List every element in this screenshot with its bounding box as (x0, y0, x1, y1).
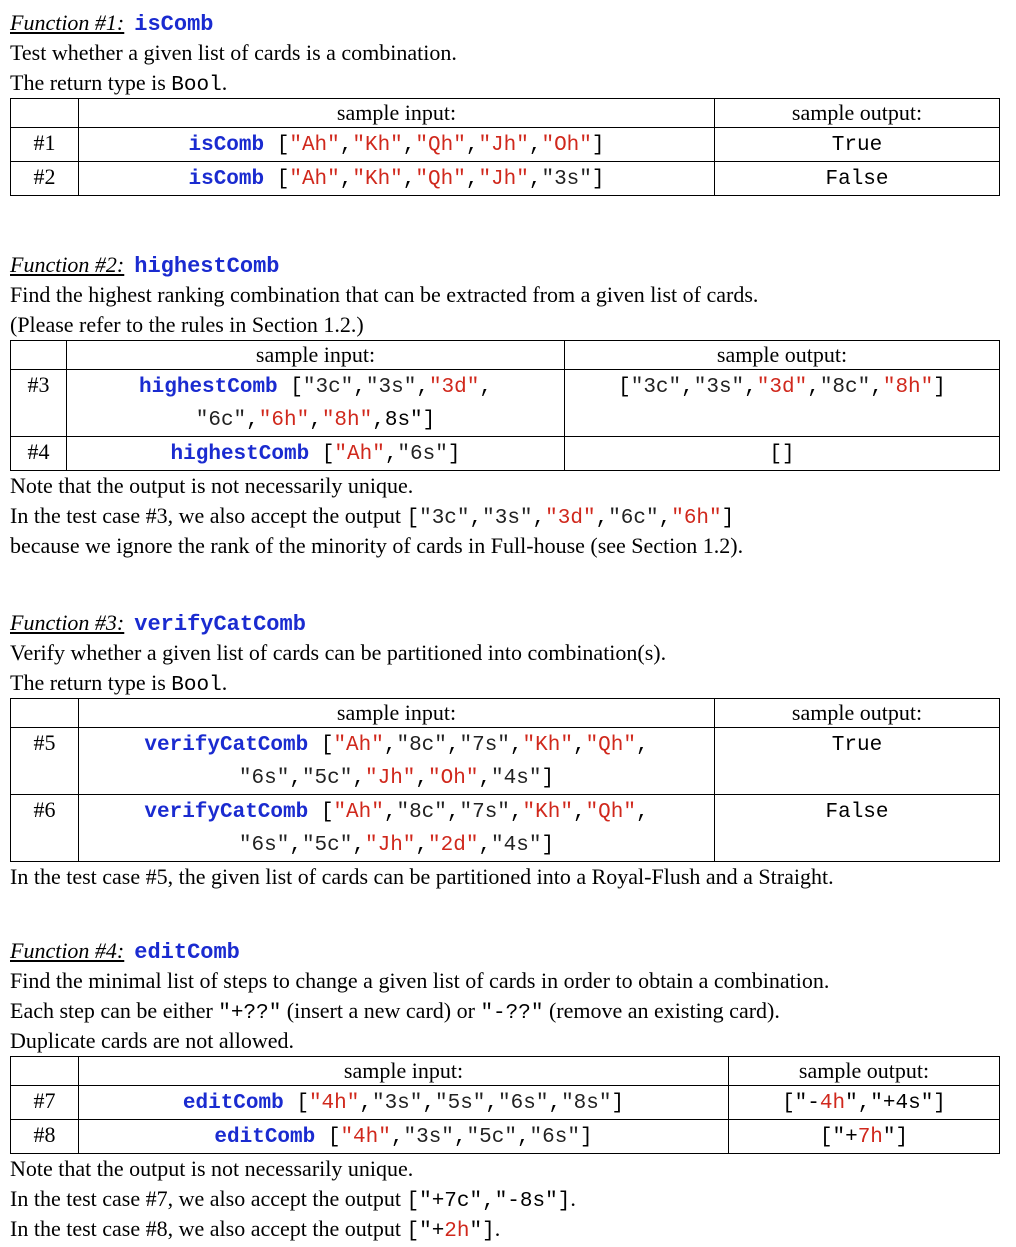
code-text: ] (541, 767, 555, 790)
text-run: because we ignore the rank of the minority of cards in Full-house (see Section 1.2). (10, 533, 744, 558)
code-text: , (516, 1126, 530, 1149)
header-blank (11, 1057, 79, 1086)
text-run: Test whether a given list of cards is a combination. (10, 40, 457, 65)
function-call: verifyCatComb (144, 801, 309, 824)
code-text: [] (769, 443, 795, 466)
code-text: "-??" (480, 1002, 544, 1025)
code-text: ,8s"] (372, 409, 436, 432)
description-line (10, 638, 1000, 668)
table-header-row (11, 699, 1000, 728)
card-literal: "Jh" (364, 767, 416, 790)
sample-table (10, 98, 1000, 196)
description-line (10, 1026, 1000, 1056)
card-literal: "Qh" (585, 734, 636, 757)
text-run: (insert a new card) or (281, 998, 481, 1023)
card-literal: "Ah" (333, 801, 384, 824)
card-literal: "Oh" (541, 134, 592, 157)
function-label: Function #2: (10, 252, 125, 277)
code-text: , (402, 134, 416, 157)
sample-output-header: sample output: (715, 99, 1000, 128)
text-run: Find the highest ranking combination that can be extracted from a given list of cards. (10, 282, 759, 307)
card-literal: "3c" (302, 376, 354, 399)
header-blank (11, 699, 79, 728)
text-run: . (221, 70, 228, 95)
note-line (10, 1154, 1000, 1184)
text-run: . (221, 670, 228, 695)
card-literal: "5c" (301, 834, 353, 857)
code-text: , (528, 134, 542, 157)
output-line (569, 370, 995, 403)
code-text: [ (308, 801, 334, 824)
card-literal: "Ah" (289, 134, 340, 157)
code-text: ] (721, 507, 735, 530)
sample-input-cell (79, 128, 715, 162)
card-literal: "8c" (396, 801, 447, 824)
card-literal: "7s" (459, 801, 510, 824)
code-text: , (446, 801, 460, 824)
card-literal: "3d" (428, 376, 480, 399)
card-literal: "Oh" (428, 767, 479, 790)
card-literal: "7s" (459, 734, 510, 757)
output-line (733, 1086, 995, 1119)
card-literal: "2d" (428, 834, 479, 857)
table-header-row (11, 341, 1000, 370)
card-literal: "5c" (301, 767, 353, 790)
card-literal: "5c" (466, 1126, 517, 1149)
code-text: , (384, 443, 398, 466)
sample-input-header: sample input: (79, 99, 715, 128)
card-literal: 7h (857, 1126, 883, 1149)
sample-output-header: sample output: (715, 699, 1000, 728)
code-text: Bool (171, 74, 222, 97)
card-literal: "Ah" (334, 443, 385, 466)
sample-output-cell (729, 1086, 1000, 1120)
code-text: , (390, 1126, 404, 1149)
input-line (83, 728, 710, 761)
sample-input-cell (79, 795, 715, 862)
note-line (10, 531, 1000, 561)
code-text: , (485, 1092, 499, 1115)
card-literal: "8h" (882, 376, 934, 399)
description-line (10, 966, 1000, 996)
code-text: , (339, 134, 353, 157)
code-text: , (744, 376, 757, 399)
sample-input-cell (79, 728, 715, 795)
code-text: False (825, 168, 889, 191)
text-run: Note that the output is not necessarily unique. (10, 473, 414, 498)
description-line (10, 68, 1000, 98)
code-text: , (289, 834, 302, 857)
table-row (11, 370, 1000, 437)
text-run: (remove an existing card). (543, 998, 780, 1023)
sample-input-header: sample input: (79, 699, 715, 728)
code-text: , (572, 801, 586, 824)
text-run: The return type is (10, 670, 172, 695)
code-text: ] (579, 1126, 593, 1149)
code-text: False (825, 801, 889, 824)
code-text: , (453, 1126, 467, 1149)
code-text: , (509, 801, 523, 824)
input-line (83, 1120, 724, 1153)
function-call: highestComb (170, 443, 310, 466)
code-text: , (635, 801, 649, 824)
code-text: , (383, 734, 397, 757)
code-text: , (246, 409, 259, 432)
code-text: ["- (782, 1092, 820, 1115)
code-text: ] (591, 168, 605, 191)
sample-table (10, 698, 1000, 862)
code-text: , (572, 734, 586, 757)
code-text: , (532, 507, 546, 530)
output-line (733, 1120, 995, 1153)
sample-output-cell (565, 437, 1000, 471)
code-text: , (415, 767, 429, 790)
card-literal: "4s" (491, 834, 542, 857)
code-text: , (658, 507, 672, 530)
code-text: , (595, 507, 609, 530)
card-literal: "Kh" (522, 734, 573, 757)
function-name: highestComb (134, 254, 280, 279)
function-section-1 (10, 8, 1000, 196)
card-literal: "Kh" (352, 168, 403, 191)
input-line (83, 761, 710, 794)
input-line (83, 128, 710, 161)
code-text: [ (309, 443, 335, 466)
card-literal: "6s" (498, 1092, 549, 1115)
code-text: "+??" (218, 1002, 282, 1025)
code-text: , (415, 834, 429, 857)
card-literal: "4h" (308, 1092, 360, 1115)
card-literal: "4h" (340, 1126, 391, 1149)
sample-input-cell (67, 370, 565, 437)
test-case-id: #2 (11, 162, 79, 196)
code-text: Bool (171, 674, 222, 697)
card-literal: "6c" (608, 507, 659, 530)
test-case-id: #4 (11, 437, 67, 471)
function-call: verifyCatComb (144, 734, 309, 757)
sample-input-header: sample input: (67, 341, 565, 370)
table-row (11, 1120, 1000, 1154)
code-text: "] (469, 1220, 495, 1243)
text-run: In the test case #5, the given list of cards can be partitioned into a Royal-Flush and a Straight. (10, 864, 834, 889)
table-row (11, 1086, 1000, 1120)
code-text: , (548, 1092, 562, 1115)
note-line (10, 1184, 1000, 1214)
sample-output-cell (729, 1120, 1000, 1154)
card-literal: "Jh" (478, 168, 529, 191)
card-literal: "Jh" (478, 134, 529, 157)
code-text: , (681, 376, 694, 399)
code-text: ] (447, 443, 461, 466)
description-line (10, 668, 1000, 698)
code-text: ["+ (406, 1220, 445, 1243)
code-text: ","+4s"] (845, 1092, 946, 1115)
code-text: , (465, 134, 479, 157)
card-literal: "3d" (756, 376, 808, 399)
card-literal: "6h" (671, 507, 722, 530)
card-literal: "Ah" (333, 734, 384, 757)
card-literal: "6s" (238, 767, 290, 790)
code-text: , (465, 168, 479, 191)
code-text: ] (541, 834, 555, 857)
card-literal: "3c" (630, 376, 682, 399)
note-line (10, 862, 1000, 892)
text-run: In the test case #7, we also accept the output (10, 1186, 407, 1211)
card-literal: "8c" (819, 376, 871, 399)
card-literal: 4h (819, 1092, 846, 1115)
card-literal: "Kh" (522, 801, 573, 824)
code-text: , (352, 834, 365, 857)
input-line (71, 403, 560, 436)
code-text: [ (264, 168, 290, 191)
function-label: Function #3: (10, 610, 125, 635)
code-text: , (469, 507, 483, 530)
function-heading (10, 608, 1000, 638)
code-text: , (353, 376, 366, 399)
code-text: [ (406, 507, 420, 530)
card-literal: "Ah" (289, 168, 340, 191)
card-literal: "3s" (371, 1092, 423, 1115)
function-name: verifyCatComb (134, 612, 306, 637)
card-literal: "3s" (693, 376, 745, 399)
code-text: , (309, 409, 322, 432)
function-call: isComb (188, 168, 265, 191)
code-text: [ (277, 376, 303, 399)
card-literal: "8s" (561, 1092, 612, 1115)
input-line (71, 370, 560, 403)
text-run: . (570, 1186, 576, 1211)
code-text: , (478, 834, 492, 857)
function-call: highestComb (139, 376, 278, 399)
function-call: isComb (188, 134, 265, 157)
code-text: , (807, 376, 820, 399)
header-blank (11, 341, 67, 370)
code-text: , (478, 767, 492, 790)
sample-table (10, 340, 1000, 471)
code-text: ] (591, 134, 605, 157)
code-text: True (831, 134, 883, 157)
code-text: , (509, 734, 523, 757)
code-text: , (289, 767, 302, 790)
code-text: [ (618, 376, 631, 399)
card-literal: "Qh" (585, 801, 636, 824)
code-text: , (339, 168, 353, 191)
sample-output-cell (715, 128, 1000, 162)
output-line (719, 795, 995, 828)
note-line (10, 471, 1000, 501)
card-literal: "6s" (397, 443, 448, 466)
function-heading (10, 8, 1000, 38)
card-literal: "6s" (529, 1126, 580, 1149)
card-literal: "Kh" (352, 134, 403, 157)
code-text: , (422, 1092, 435, 1115)
input-line (83, 795, 710, 828)
description-line (10, 996, 1000, 1026)
code-text: ] (611, 1092, 625, 1115)
sample-output-header: sample output: (565, 341, 1000, 370)
card-literal: "3s" (365, 376, 417, 399)
function-call: editComb (214, 1126, 316, 1149)
card-literal: "3c" (419, 507, 470, 530)
table-row (11, 162, 1000, 196)
description-line (10, 38, 1000, 68)
card-literal: "6h" (258, 409, 310, 432)
function-section-3 (10, 608, 1000, 892)
text-run: Each step can be either (10, 998, 219, 1023)
function-name: editComb (134, 940, 240, 965)
sample-input-cell (67, 437, 565, 471)
sample-input-cell (79, 1086, 729, 1120)
sample-output-cell (715, 728, 1000, 795)
card-literal: "8h" (321, 409, 373, 432)
text-run: The return type is (10, 70, 172, 95)
card-literal: "Jh" (364, 834, 416, 857)
test-case-id: #3 (11, 370, 67, 437)
sample-input-header: sample input: (79, 1057, 729, 1086)
sample-output-cell (565, 370, 1000, 437)
code-text: , (528, 168, 542, 191)
card-literal: "Qh" (415, 134, 466, 157)
card-literal: "6c" (195, 409, 247, 432)
code-text: , (416, 376, 429, 399)
text-run: (Please refer to the rules in Section 1.2.) (10, 312, 364, 337)
code-text: , (479, 376, 492, 399)
table-header-row (11, 1057, 1000, 1086)
card-literal: "Qh" (415, 168, 466, 191)
function-label: Function #1: (10, 10, 125, 35)
sample-output-header: sample output: (729, 1057, 1000, 1086)
card-literal: "3s" (541, 168, 592, 191)
table-row (11, 128, 1000, 162)
text-run: In the test case #8, we also accept the output (10, 1216, 407, 1241)
card-literal: "5s" (435, 1092, 486, 1115)
note-line (10, 501, 1000, 531)
card-literal: "3s" (482, 507, 533, 530)
text-run: Find the minimal list of steps to change a given list of cards in order to obtain a combination. (10, 968, 830, 993)
input-line (71, 437, 560, 470)
description-line (10, 280, 1000, 310)
output-line (719, 162, 995, 195)
code-text: , (446, 734, 460, 757)
text-run: In the test case #3, we also accept the output (10, 503, 407, 528)
card-literal: "8c" (396, 734, 447, 757)
code-text: [ (308, 734, 334, 757)
sample-table (10, 1056, 1000, 1154)
output-line (569, 437, 995, 470)
sample-input-cell (79, 1120, 729, 1154)
text-run: . (494, 1216, 501, 1241)
code-text: [ (283, 1092, 309, 1115)
test-case-id: #1 (11, 128, 79, 162)
input-line (83, 1086, 724, 1119)
code-text: ] (933, 376, 946, 399)
test-case-id: #5 (11, 728, 79, 795)
code-text: , (383, 801, 397, 824)
card-literal: 2h (444, 1220, 470, 1243)
table-row (11, 437, 1000, 471)
output-line (719, 728, 995, 761)
sample-output-cell (715, 795, 1000, 862)
table-row (11, 728, 1000, 795)
function-call: editComb (182, 1092, 284, 1115)
code-text: , (352, 767, 365, 790)
input-line (83, 828, 710, 861)
code-text: , (359, 1092, 372, 1115)
function-section-2 (10, 250, 1000, 561)
table-header-row (11, 99, 1000, 128)
code-text: ["+ (819, 1126, 858, 1149)
text-run: Note that the output is not necessarily unique. (10, 1156, 414, 1181)
code-text: [ (264, 134, 290, 157)
code-text: , (402, 168, 416, 191)
input-line (83, 162, 710, 195)
table-row (11, 795, 1000, 862)
card-literal: "6s" (238, 834, 290, 857)
test-case-id: #7 (11, 1086, 79, 1120)
description-line (10, 310, 1000, 340)
test-case-id: #6 (11, 795, 79, 862)
function-section-4 (10, 936, 1000, 1244)
code-text: , (635, 734, 649, 757)
function-heading (10, 936, 1000, 966)
code-text: "] (882, 1126, 909, 1149)
output-line (719, 128, 995, 161)
text-run: Verify whether a given list of cards can be partitioned into combination(s). (10, 640, 667, 665)
code-text: [ (315, 1126, 341, 1149)
code-text: True (831, 734, 883, 757)
sample-input-cell (79, 162, 715, 196)
header-blank (11, 99, 79, 128)
card-literal: "3d" (545, 507, 596, 530)
sample-output-cell (715, 162, 1000, 196)
code-text: ["+7c","-8s"] (406, 1190, 571, 1213)
test-case-id: #8 (11, 1120, 79, 1154)
function-name: isComb (134, 12, 214, 37)
note-line (10, 1214, 1000, 1244)
card-literal: "3s" (403, 1126, 454, 1149)
card-literal: "4s" (491, 767, 542, 790)
function-label: Function #4: (10, 938, 125, 963)
code-text: , (870, 376, 883, 399)
function-heading (10, 250, 1000, 280)
text-run: Duplicate cards are not allowed. (10, 1028, 295, 1053)
